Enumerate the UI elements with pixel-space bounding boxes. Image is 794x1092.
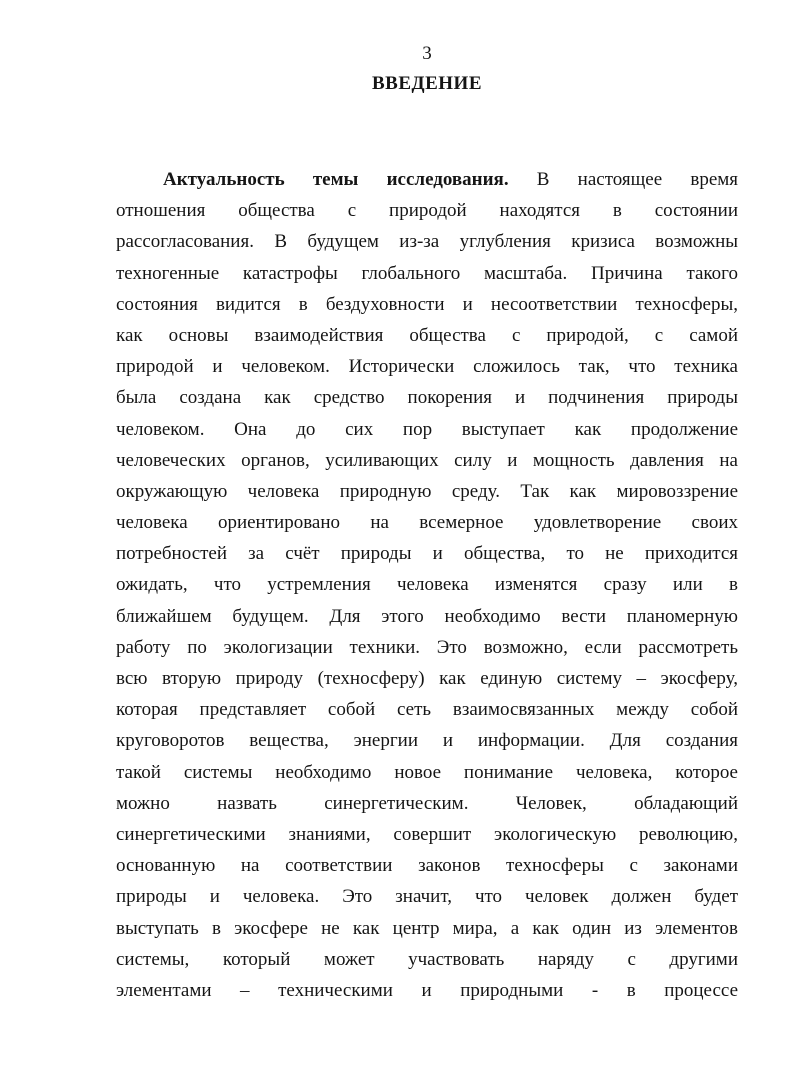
paragraph-line: человеком. Она до сих пор выступает как продолжение [116, 418, 738, 440]
paragraph-line: техногенные катастрофы глобального масштаба. Причина такого [116, 262, 738, 284]
paragraph-line: окружающую человека природную среду. Так как мировоззрение [116, 480, 738, 502]
paragraph-line: такой системы необходимо новое понимание человека, которое [116, 761, 738, 783]
paragraph-line: как основы взаимодействия общества с природой, с самой [116, 324, 738, 346]
paragraph-line: человека ориентировано на всемерное удовлетворение своих [116, 512, 738, 534]
paragraph-line: элементами – техническими и природными - в процессе [116, 979, 738, 1001]
paragraph-line: человеческих органов, усиливающих силу и мощность давления на [116, 449, 738, 471]
paragraph-line: состояния видится в бездуховности и несоответствии техносферы, [116, 293, 738, 315]
paragraph-line: природы и человека. Это значит, что человек должен будет [116, 886, 738, 908]
paragraph-line: круговоротов вещества, энергии и информации. Для создания [116, 730, 738, 752]
paragraph-line: отношения общества с природой находятся в состоянии [116, 200, 738, 222]
paragraph-line: работу по экологизации техники. Это возможно, если рассмотреть [116, 636, 738, 658]
paragraph-line: рассогласования. В будущем из-за углубления кризиса возможны [116, 231, 738, 253]
paragraph-line: выступать в экосфере не как центр мира, а как один из элементов [116, 917, 738, 939]
paragraph-lead: Актуальность темы исследования. [163, 169, 509, 190]
body-paragraph [116, 164, 738, 1006]
paragraph-line: всю вторую природу (техносферу) как единую систему – экосферу, [116, 668, 738, 689]
paragraph-line: которая представляет собой сеть взаимосвязанных между собой [116, 699, 738, 721]
paragraph-line: можно назвать синергетическим. Человек, обладающий [116, 792, 738, 814]
paragraph-line: системы, который может участвовать наряду с другими [116, 948, 738, 970]
paragraph-line: ожидать, что устремления человека изменятся сразу или в [116, 574, 738, 596]
paragraph-line: основанную на соответствии законов техносферы с законами [116, 855, 738, 877]
first-line-rest: В настоящее время [536, 169, 738, 190]
paragraph-line: была создана как средство покорения и подчинения природы [116, 387, 738, 409]
paragraph-line: синергетическими знаниями, совершит экологическую революцию, [116, 823, 738, 845]
paragraph-line: потребностей за счёт природы и общества, то не приходится [116, 543, 738, 565]
paragraph-first-line [116, 164, 738, 195]
paragraph-line: природой и человеком. Исторически сложилось так, что техника [116, 356, 738, 378]
paragraph-line: ближайшем будущем. Для этого необходимо вести планомерную [116, 605, 738, 627]
section-title: ВВЕДЕНИЕ [372, 73, 482, 94]
page-number: 3 [422, 43, 432, 64]
